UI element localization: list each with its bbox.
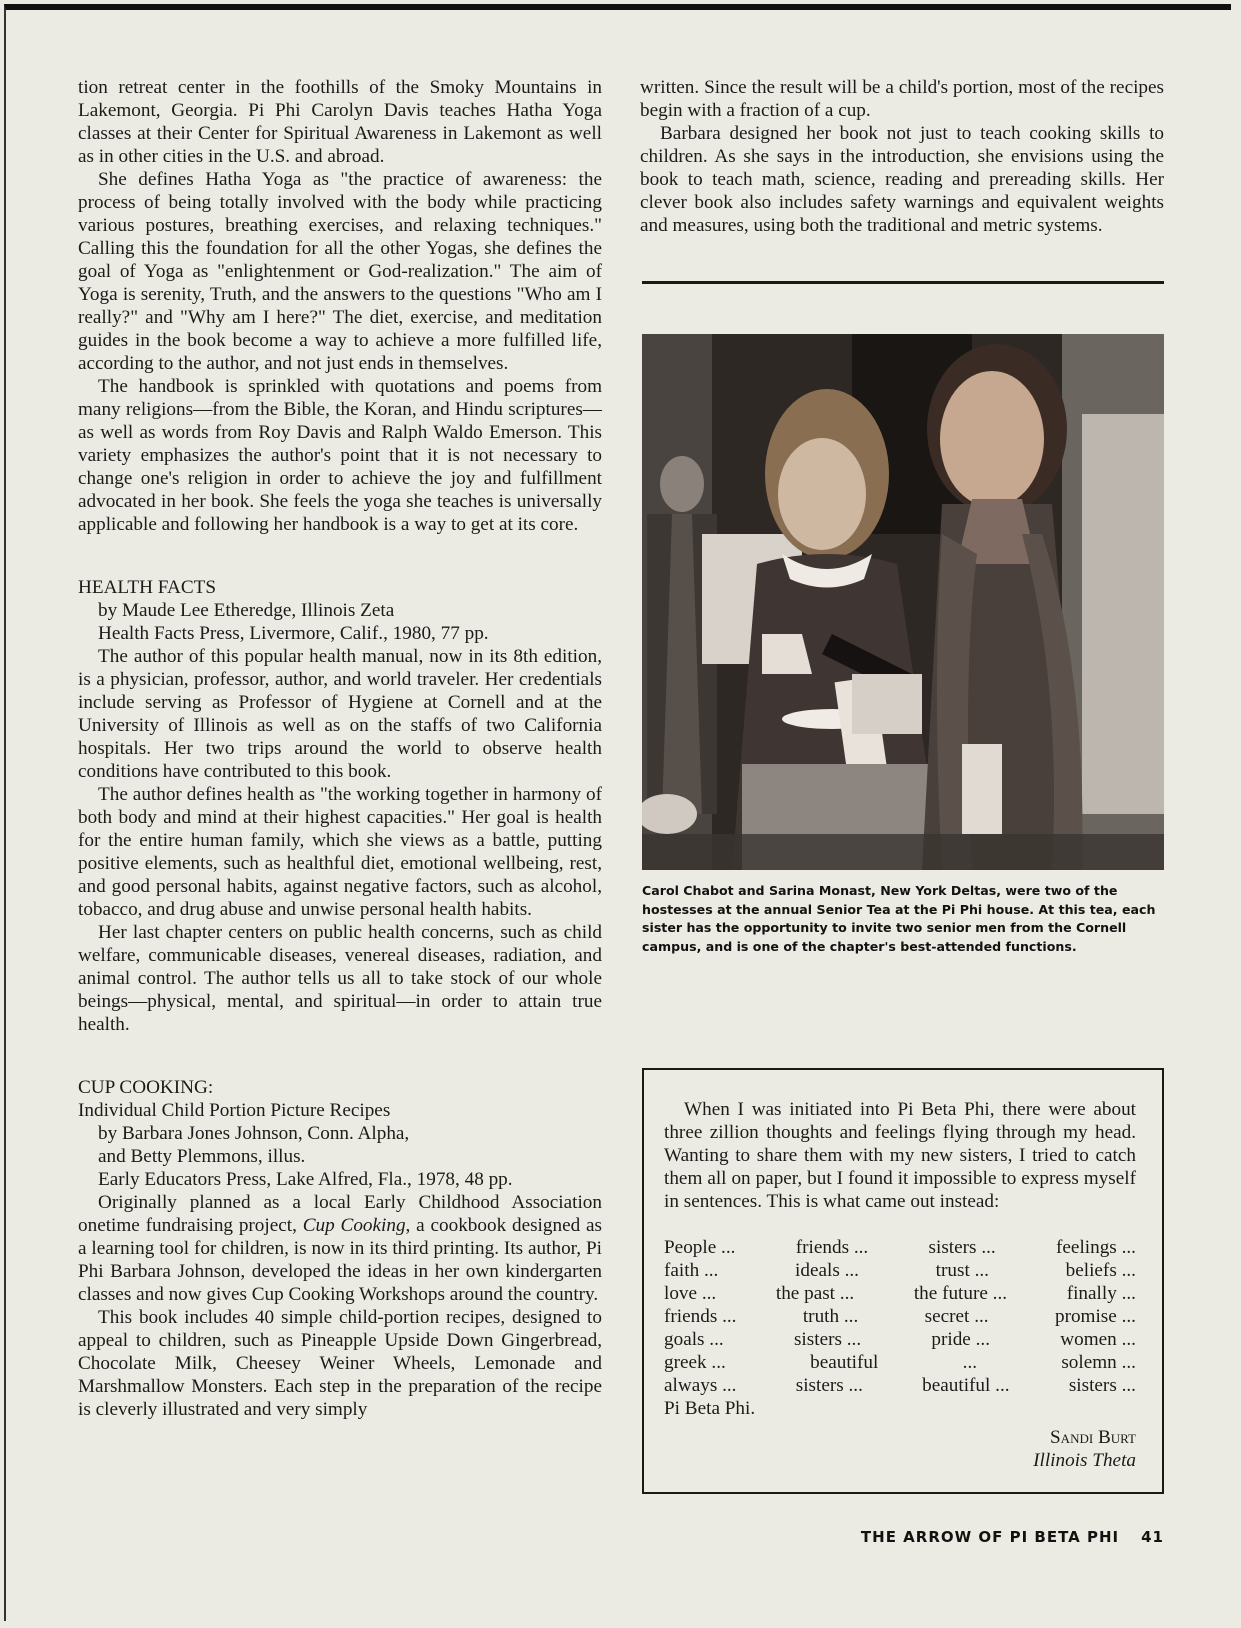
- poem-word: the past ...: [775, 1283, 855, 1304]
- poem-lines: [664, 1236, 1136, 1420]
- poem-word: feelings ...: [1056, 1237, 1136, 1258]
- poem-word: sisters ...: [795, 1375, 863, 1396]
- poem-word: ...: [962, 1352, 978, 1373]
- cup-p1-part-a: Originally planned as a local Early Childhood Association onetime fundraising project,: [78, 1192, 602, 1236]
- poem-word: trust ...: [935, 1260, 989, 1281]
- poem-word: greek ...: [664, 1352, 726, 1373]
- health-facts-paragraph-2: The author defines health as "the working together in harmony of both body and mind at their highest capacities." Her goal is health for the entire human family, which she views as a battle, putting positive elements, such as healthful diet, emotional wellbeing, rest, and good personal habits, against negative factors, such as alcohol, tobacco, and drug abuse and unwise personal health habits.: [78, 784, 602, 920]
- right-column: [640, 76, 1164, 237]
- poem-word: always ...: [664, 1375, 737, 1396]
- poem-word: friends ...: [795, 1237, 869, 1258]
- poem-word: friends ...: [664, 1306, 737, 1327]
- publication-name: THE ARROW OF PI BETA PHI: [860, 1528, 1120, 1546]
- poem-author-chapter: Illinois Theta: [1033, 1450, 1136, 1471]
- poem-author: Sandi Burt: [1050, 1427, 1136, 1448]
- health-facts-title: HEALTH FACTS: [78, 577, 217, 598]
- hostesses-photo: [642, 334, 1164, 870]
- cup-cooking-book-title: Cup Cooking: [302, 1215, 406, 1236]
- yoga-paragraph-3: The handbook is sprinkled with quotations and poems from many religions—from the Bible, the Koran, and Hindu scriptures—as well as words from Roy Davis and Ralph Waldo Emerson. This variety emphasizes the author's point that it is not necessary to change one's religion in order to achieve the joy and fulfillment advocated in her book. She feels the yoga she teaches is universally applicable and following her handbook is a way to get at its core.: [78, 376, 602, 535]
- poem-line-7: [664, 1374, 1136, 1397]
- cup-cooking-paragraph-1: [78, 1191, 602, 1306]
- poem-line-4: [664, 1305, 1136, 1328]
- cup-cooking-publisher: Early Educators Press, Lake Alfred, Fla., 1978, 48 pp.: [98, 1169, 513, 1190]
- cup-cooking-title: CUP COOKING:: [78, 1077, 214, 1098]
- poem-word: sisters ...: [793, 1329, 862, 1350]
- poem-word: ideals ...: [795, 1260, 859, 1281]
- health-facts-author: by Maude Lee Etheredge, Illinois Zeta: [98, 600, 395, 621]
- poem-box: [642, 1068, 1164, 1494]
- photo-caption: Carol Chabot and Sarina Monast, New York Deltas, were two of the hostesses at the annual Senior Tea at the Pi Phi house. At this tea, each sister has the opportunity to invite two senior men from the Cornell campus, and is one of the chapter's best-attended functions.: [642, 883, 1156, 954]
- poem-word: beautiful ...: [922, 1375, 1010, 1396]
- cup-cooking-illustrator: and Betty Plemmons, illus.: [98, 1146, 306, 1167]
- photo-illustration: [642, 334, 1164, 870]
- cup-cooking-author: by Barbara Jones Johnson, Conn. Alpha,: [98, 1123, 410, 1144]
- section-rule: [642, 281, 1164, 284]
- poem-word: sisters ...: [1068, 1375, 1136, 1396]
- poem-word: finally ...: [1066, 1283, 1136, 1304]
- poem-word: goals ...: [664, 1329, 724, 1350]
- health-facts-paragraph-3: Her last chapter centers on public health concerns, such as child welfare, communicable diseases, venereal diseases, radiation, and animal control. The author tells us all to take stock of our whole beings—physical, mental, and spiritual—in order to attain true health.: [78, 922, 602, 1035]
- health-facts-paragraph-1: The author of this popular health manual, now in its 8th edition, is a physician, professor, author, and world traveler. Her credentials include serving as Professor of Hygiene at Cornell and at the University of Illinois as well as on the staffs of two California hospitals. Her two trips around the world to observe health conditions have contributed to this book.: [78, 646, 602, 782]
- cup-p1-part-b: , a cookbook designed as a learning tool for children, is now in its third printing. Its author, Pi Phi Barbara Johnson, developed the ideas in her own kindergarten classes and now gives Cup Cooking Workshops around the country.: [78, 1215, 602, 1305]
- cup-cooking-continued-1: written. Since the result will be a child's portion, most of the recipes begin with a fraction of a cup.: [640, 77, 1164, 121]
- poem-line-1: [664, 1236, 1136, 1259]
- yoga-paragraph-1: tion retreat center in the foothills of the Smoky Mountains in Lakemont, Georgia. Pi Phi Carolyn Davis teaches Hatha Yoga classes at their Center for Spiritual Awareness in Lakemont as well as in other cities in the U.S. and abroad.: [78, 77, 602, 167]
- page-footer: [820, 1528, 1164, 1546]
- poem-word: sisters ...: [928, 1237, 996, 1258]
- poem-word: beautiful: [810, 1352, 879, 1373]
- poem-word: truth ...: [802, 1306, 859, 1327]
- poem-word: People ...: [664, 1237, 736, 1258]
- health-facts-publisher: Health Facts Press, Livermore, Calif., 1980, 77 pp.: [98, 623, 489, 644]
- poem-word: women ...: [1060, 1329, 1136, 1350]
- poem-word: promise ...: [1054, 1306, 1136, 1327]
- poem-closing: Pi Beta Phi.: [664, 1398, 756, 1419]
- page-number: 41: [1141, 1528, 1164, 1546]
- poem-word: pride ...: [931, 1329, 991, 1350]
- yoga-paragraph-2: She defines Hatha Yoga as "the practice of awareness: the process of being totally involved with the body while practicing various postures, breathing exercises, and relaxing techniques." Calling this the foundation for all the other Yogas, she defines the goal of Yoga as "enlightenment or God-realization." The aim of Yoga is serenity, Truth, and the answers to the questions "Who am I really?" and "Why am I here?" The diet, exercise, and meditation guides in the book become a way to achieve a more fulfilled life, according to the author, and not just ends in themselves.: [78, 169, 602, 374]
- poem-word: the future ...: [913, 1283, 1008, 1304]
- poem-word: beliefs ...: [1065, 1260, 1136, 1281]
- poem-word: secret ...: [924, 1306, 989, 1327]
- cup-cooking-paragraph-2: This book includes 40 simple child-portion recipes, designed to appeal to children, such as Pineapple Upside Down Gingerbread, Chocolate Milk, Cheesey Weiner Wheels, Lemonade and Marshmallow Monsters. Each step in the preparation of the recipe is cleverly illustrated and very simply: [78, 1307, 602, 1420]
- poem-word: faith ...: [664, 1260, 719, 1281]
- left-column: [78, 76, 602, 1421]
- poem-line-2: [664, 1259, 1136, 1282]
- poem-word: love ...: [664, 1283, 717, 1304]
- cup-cooking-continued-2: Barbara designed her book not just to teach cooking skills to children. As she says in the introduction, she envisions using the book to teach math, science, reading and prereading skills. Her clever book also includes safety warnings and equivalent weights and measures, using both the traditional and metric systems.: [640, 123, 1164, 236]
- cup-cooking-subtitle: Individual Child Portion Picture Recipes: [78, 1100, 391, 1121]
- poem-word: solemn ...: [1061, 1352, 1136, 1373]
- poem-line-3: [664, 1282, 1136, 1305]
- poem-intro: When I was initiated into Pi Beta Phi, there were about three zillion thoughts and feelings flying through my head. Wanting to share them with my new sisters, I tried to catch them all on paper, but I found it impossible to express myself in sentences. This is what came out instead:: [664, 1099, 1136, 1212]
- poem-line-5: [664, 1328, 1136, 1351]
- poem-line-6: [664, 1351, 1136, 1374]
